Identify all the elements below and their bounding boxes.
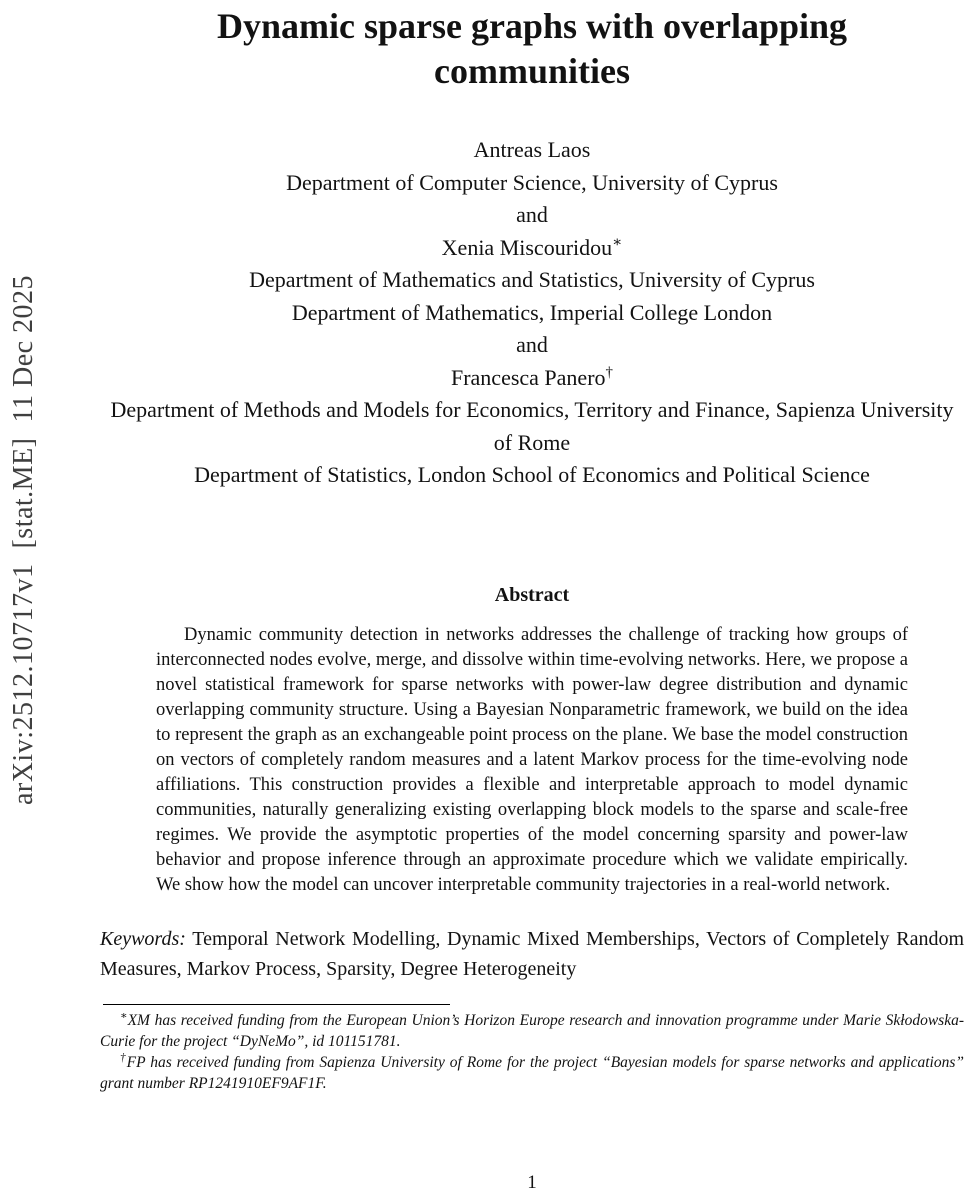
affiliation-text: Department of Mathematics and Statistics, University of Cyprus — [249, 267, 815, 292]
author-name — [100, 362, 964, 395]
author-name-text: Xenia Miscouridou — [441, 234, 613, 260]
footnote-marker: † — [120, 1051, 127, 1064]
page-number: 1 — [527, 1172, 537, 1193]
author-superscript: ∗ — [612, 234, 623, 251]
abstract-heading: Abstract — [494, 583, 570, 606]
author-name-text: Antreas Laos — [473, 137, 591, 162]
author-affiliation — [100, 394, 964, 459]
arxiv-watermark: arXiv:2512.10717v1 [stat.ME] 11 Dec 2025 — [8, 274, 39, 806]
keywords-label: Keywords: — [100, 927, 186, 950]
footnote-thanks-fp — [100, 1052, 964, 1094]
author-name-text: Francesca Panero — [450, 364, 606, 390]
affiliation-text: Department of Methods and Models for Economics, Territory and Finance, Sapienza University of Rome — [110, 397, 954, 455]
abstract-text: Dynamic community detection in networks addresses the challenge of tracking how groups of interconnected nodes evolve, merge, and dissolve within time-evolving networks. Here, we propose a novel statistical framework for sparse networks with power-law degree distribution and dynamic overlapping community structure. Using a Bayesian Nonparametric framework, we build on the idea to represent the graph as an exchangeable point process on the plane. We base the model construction on vectors of completely random measures and a latent Markov process for the time-evolving node affiliations. This construction provides a flexible and interpretable approach to model dynamic communities, naturally generalizing existing overlapping block models to the sparse and scale-free regimes. We provide the asymptotic properties of the model concerning sparsity and power-law behavior and propose inference through an approximate procedure which we validate empirically. We show how the model can uncover interpretable community trajectories in a real-world network. — [156, 624, 908, 895]
abstract-section — [100, 584, 964, 898]
author-and-separator — [100, 329, 964, 362]
and-text: and — [516, 332, 548, 357]
author-block — [100, 134, 964, 492]
affiliation-text: Department of Mathematics, Imperial College London — [291, 299, 773, 325]
author-affiliation — [100, 297, 964, 330]
author-affiliation — [100, 459, 964, 492]
author-name — [100, 232, 964, 265]
paper-title: Dynamic sparse graphs with overlapping communities — [216, 6, 848, 91]
keywords-text: Temporal Network Modelling, Dynamic Mixed Memberships, Vectors of Completely Random Measures, Markov Process, Sparsity, Degree Heterogeneity — [100, 927, 964, 980]
footnote-text: XM has received funding from the European Union’s Horizon Europe research and innovation programme under Marie Skłodowska-Curie for the project “DyNeMo”, id 101151781. — [100, 1011, 964, 1050]
paper-content — [100, 0, 964, 1094]
footnotes-section — [100, 1010, 964, 1094]
author-and-separator — [100, 199, 964, 232]
author-affiliation — [100, 167, 964, 200]
author-superscript: † — [605, 364, 614, 381]
author-affiliation — [100, 264, 964, 297]
and-text: and — [516, 202, 548, 227]
footnote-rule — [103, 1004, 450, 1005]
footnote-marker: ∗ — [120, 1009, 128, 1022]
affiliation-text: Department of Statistics, London School of Economics and Political Science — [194, 462, 870, 487]
author-name — [100, 134, 964, 167]
keywords — [100, 924, 964, 984]
affiliation-text: Department of Computer Science, University of Cyprus — [286, 169, 778, 195]
footnote-thanks-xm — [100, 1010, 964, 1052]
footnote-text: FP has received funding from Sapienza University of Rome for the project “Bayesian models for sparse networks and applications” grant number RP1241910EF9AF1F. — [100, 1053, 964, 1092]
